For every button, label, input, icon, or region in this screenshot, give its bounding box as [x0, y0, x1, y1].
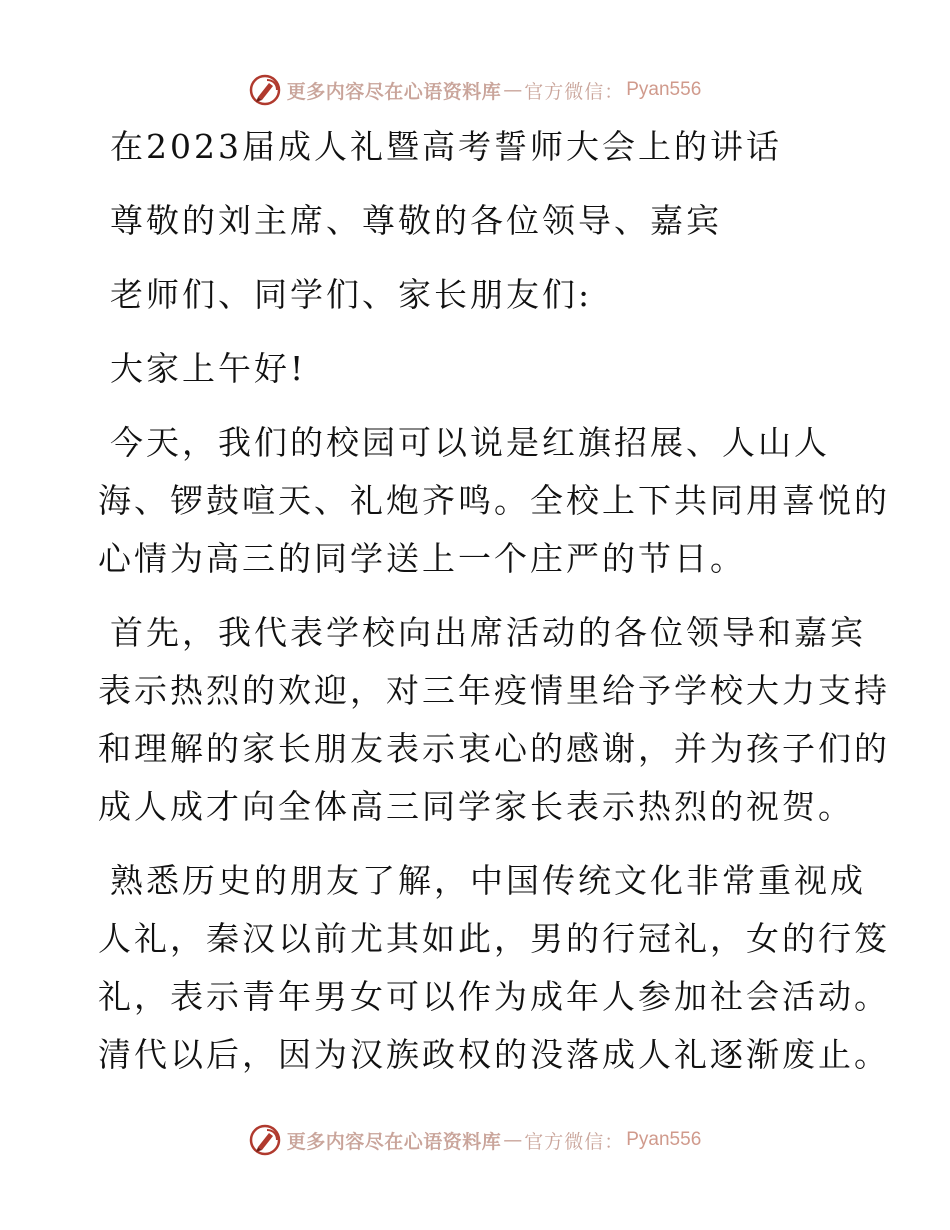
paragraph-line: 人礼，秦汉以前尤其如此，男的行冠礼，女的行笈: [98, 919, 890, 958]
paragraph-line: 清代以后，因为汉族政权的没落成人礼逐渐废止。: [98, 1035, 890, 1074]
banner-dash: —: [503, 79, 523, 101]
paragraph-line: 表示热烈的欢迎，对三年疫情里给予学校大力支持: [98, 671, 890, 710]
pen-logo-icon: [249, 1124, 281, 1156]
paragraph-3: [98, 852, 890, 1084]
pen-logo-icon: [249, 74, 281, 106]
paragraph-line: 和理解的家长朋友表示衷心的感谢，并为孩子们的: [98, 729, 890, 768]
banner-slogan: 更多内容尽在心语资料库: [286, 1130, 502, 1153]
footer-banner: [0, 1122, 950, 1158]
banner-wechat-id: Pyan556: [626, 79, 702, 100]
paragraph-line: 今天，我们的校园可以说是红旗招展、人山人: [110, 423, 830, 462]
document-body: [98, 118, 890, 1084]
paragraph-line: 海、锣鼓喧天、礼炮齐鸣。全校上下共同用喜悦的: [98, 481, 890, 520]
banner-wechat-id: Pyan556: [626, 1129, 702, 1150]
banner-slogan: 更多内容尽在心语资料库: [286, 80, 502, 103]
paragraph-1: [98, 414, 890, 588]
banner-official-label: 官方微信：: [524, 1130, 625, 1153]
paragraph-line: 首先，我代表学校向出席活动的各位领导和嘉宾: [110, 613, 866, 652]
banner-dash: —: [503, 1129, 523, 1151]
header-banner: [0, 72, 950, 108]
paragraph-line: 熟悉历史的朋友了解，中国传统文化非常重视成: [110, 861, 866, 900]
paragraph-line: 礼，表示青年男女可以作为成年人参加社会活动。: [98, 977, 890, 1016]
paragraph-line: 成人成才向全体高三同学家长表示热烈的祝贺。: [98, 787, 854, 826]
salutation-line-1: 尊敬的刘主席、尊敬的各位领导、嘉宾: [110, 201, 722, 240]
salutation-line-2: 老师们、同学们、家长朋友们:: [110, 275, 593, 314]
paragraph-line: 心情为高三的同学送上一个庄严的节日。: [98, 539, 746, 578]
banner-official-label: 官方微信：: [524, 80, 625, 103]
greeting-line: 大家上午好!: [110, 349, 307, 388]
document-title: 在2023届成人礼暨高考誓师大会上的讲话: [110, 127, 782, 166]
paragraph-2: [98, 604, 890, 836]
